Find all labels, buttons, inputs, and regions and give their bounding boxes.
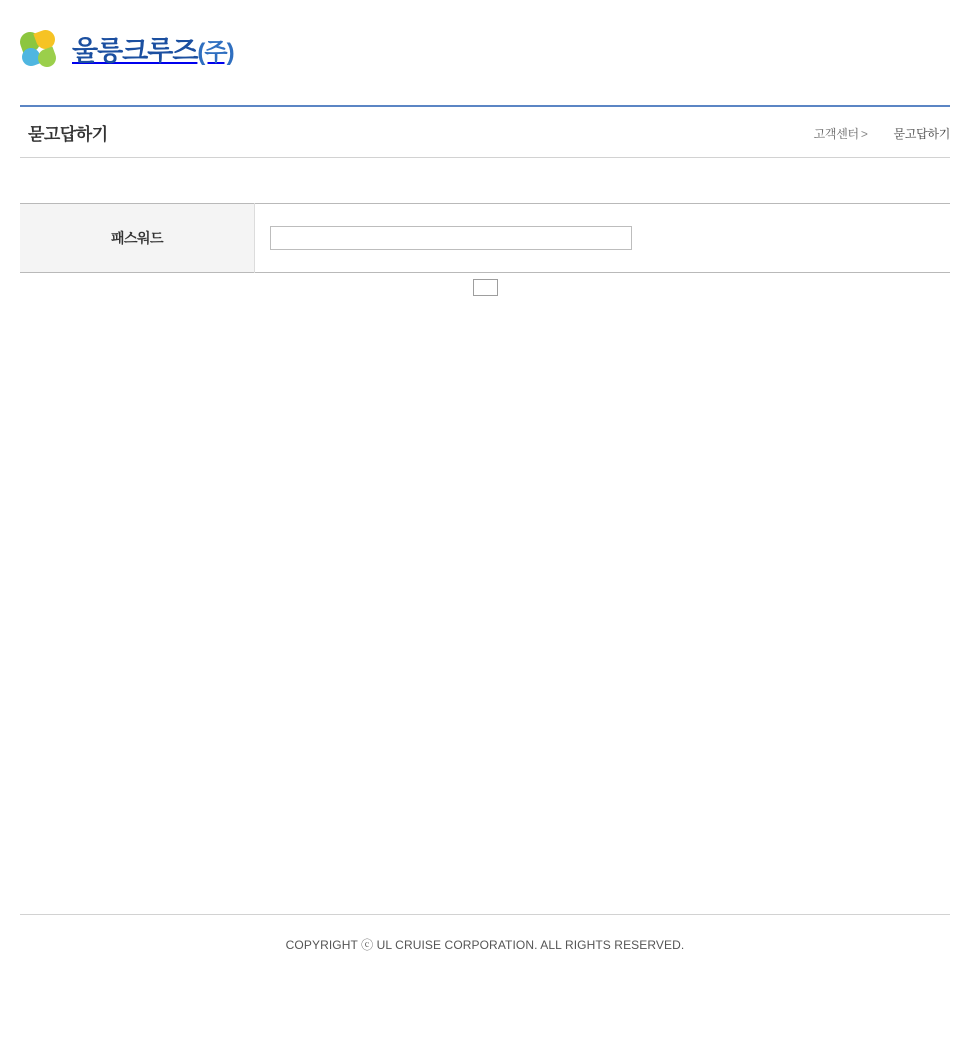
copyright-text: COPYRIGHT ⓒ UL CRUISE CORPORATION. ALL RIGHTS RESERVED. [285, 938, 685, 952]
password-row [20, 204, 950, 273]
page-title-bar [20, 105, 950, 158]
main-content [20, 203, 950, 300]
confirm-button[interactable] [473, 279, 498, 296]
password-form-table [20, 203, 950, 273]
site-footer [20, 914, 950, 953]
breadcrumb-parent[interactable]: 고객센터 [813, 127, 859, 141]
page-title: 묻고답하기 [28, 125, 108, 144]
password-input-cell [255, 204, 951, 273]
pinwheel-flower-logo-icon [20, 30, 64, 72]
site-logo-link[interactable] [20, 30, 234, 72]
form-actions [20, 279, 950, 300]
password-label: 패스워드 [20, 204, 255, 273]
logo-company-suffix: (주) [197, 38, 234, 66]
breadcrumb-separator-icon: > [860, 127, 868, 141]
logo-company-name: 울릉크루즈 [72, 35, 198, 66]
site-header [0, 0, 970, 105]
password-input[interactable] [270, 226, 632, 250]
breadcrumb [814, 125, 950, 142]
breadcrumb-current: 묻고답하기 [893, 127, 950, 141]
logo-wordmark [72, 35, 234, 66]
